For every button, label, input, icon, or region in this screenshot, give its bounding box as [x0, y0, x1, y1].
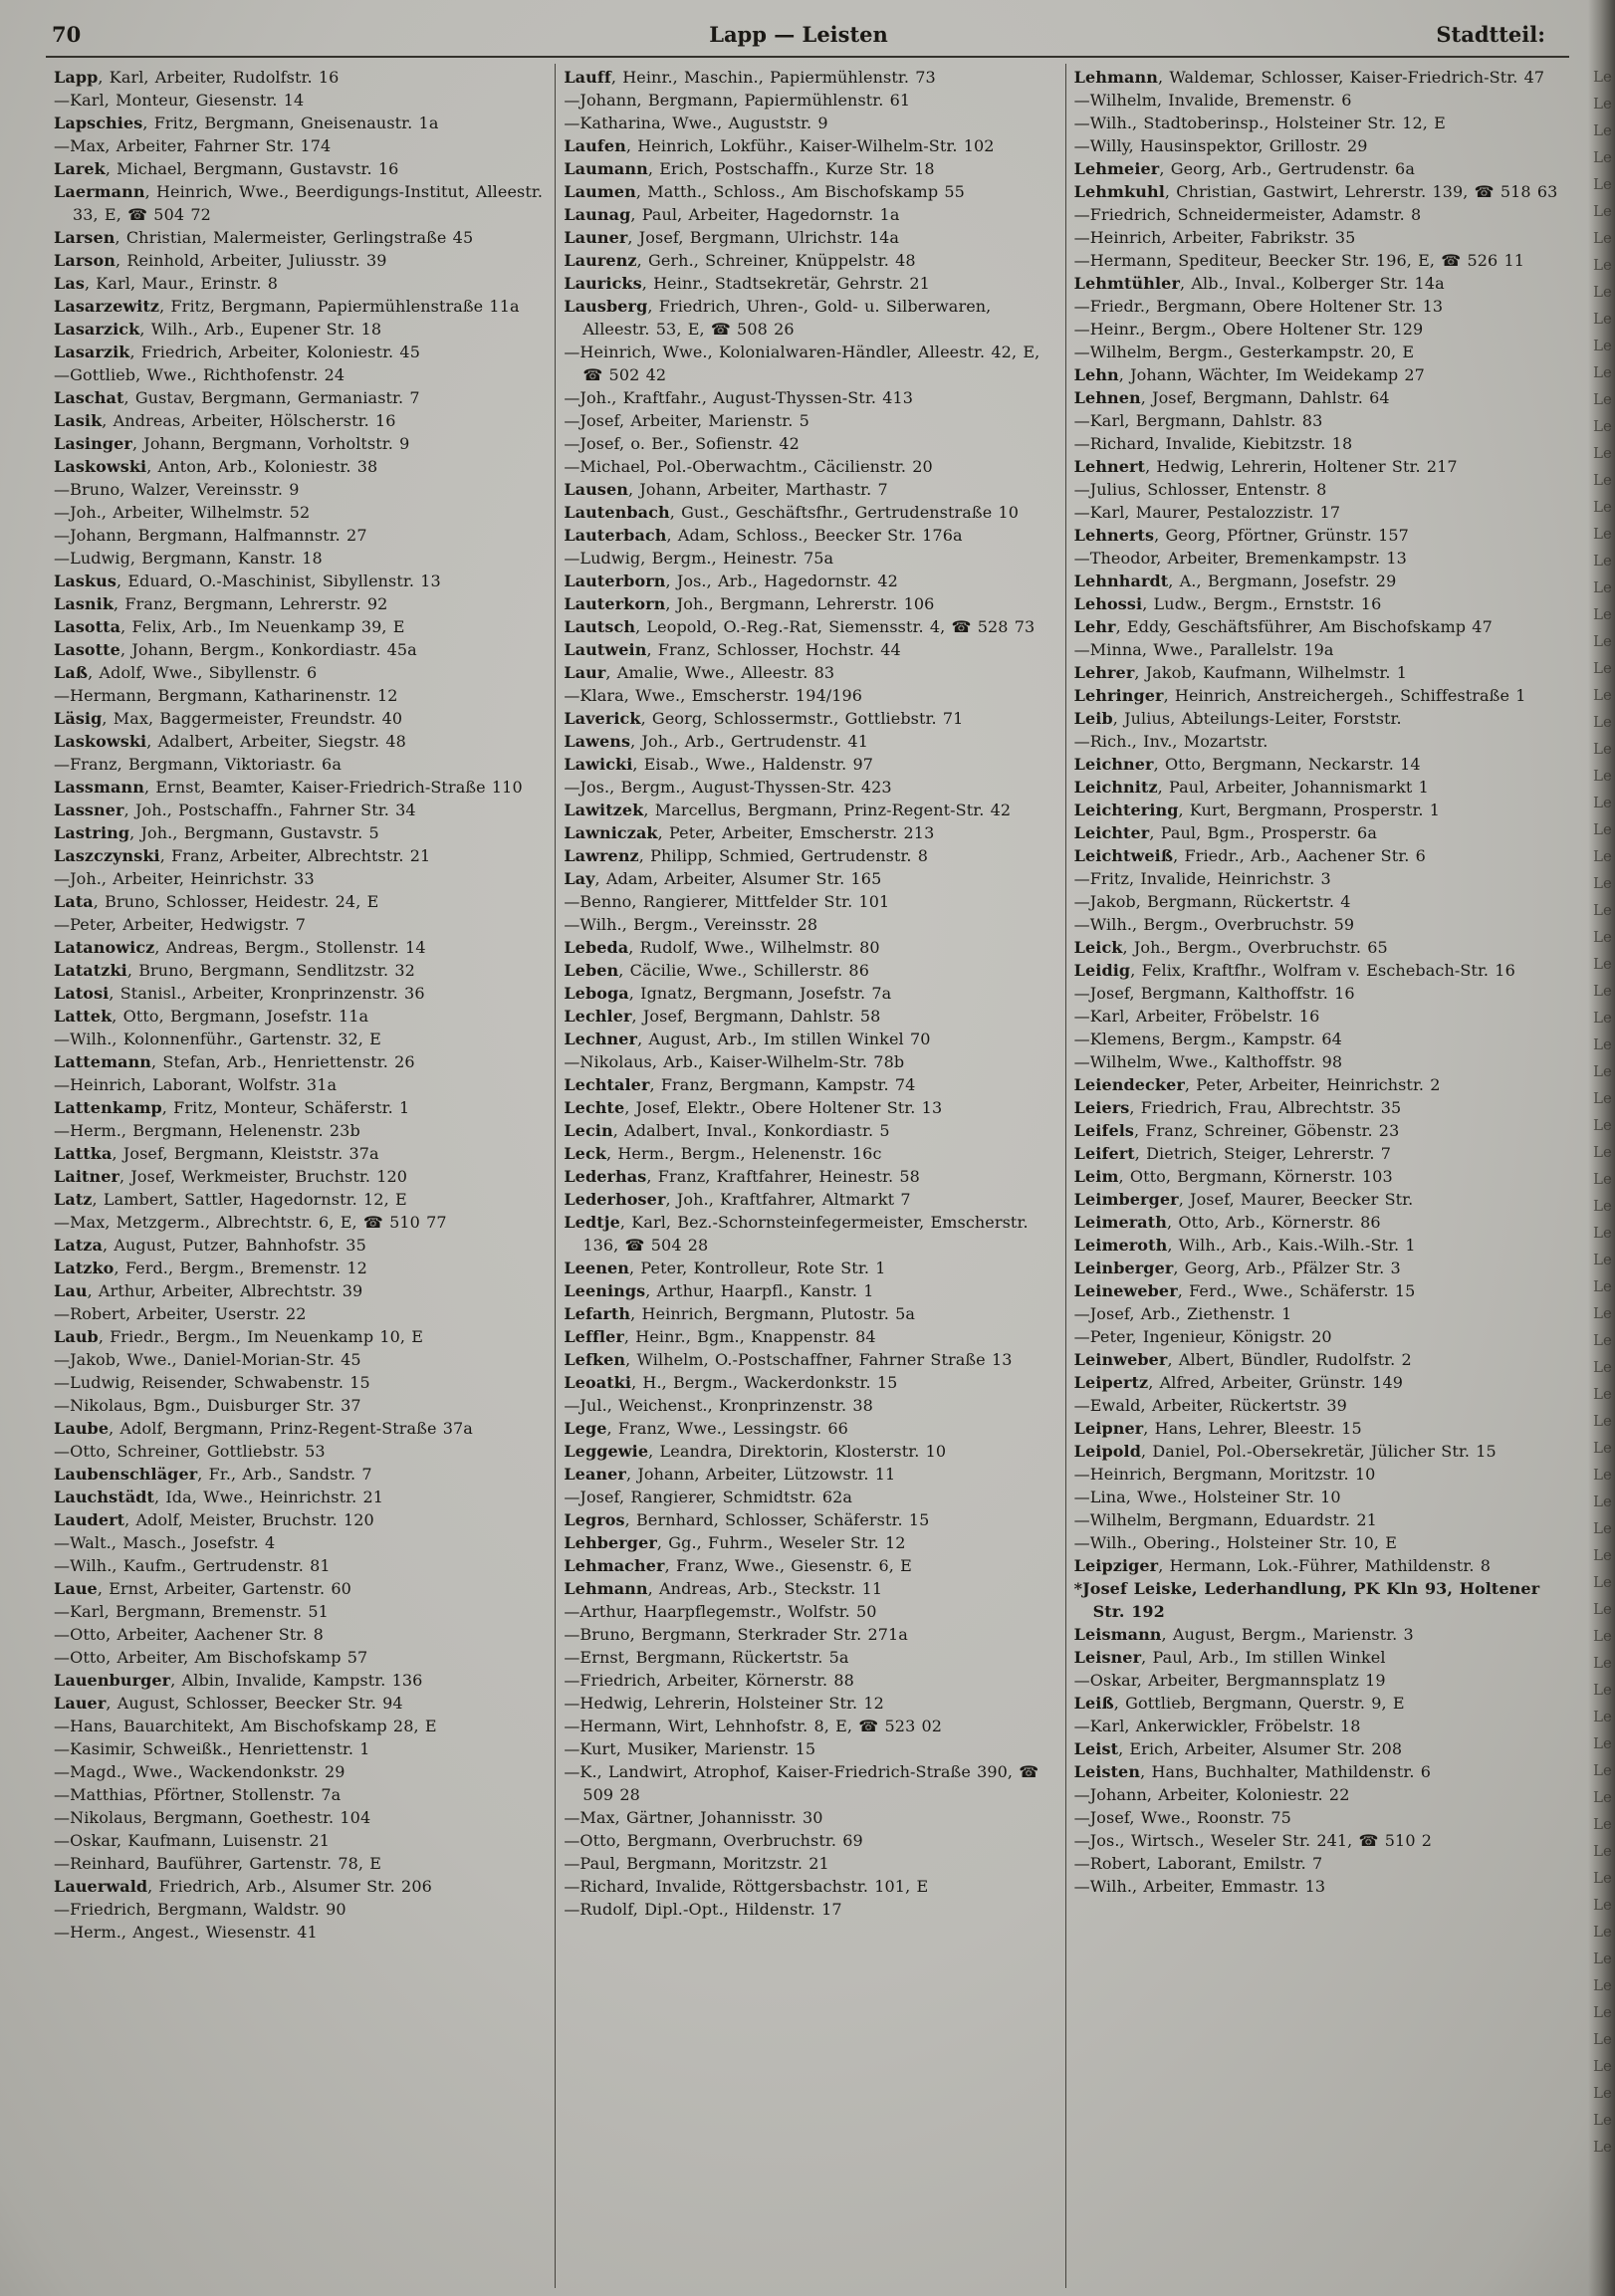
- directory-entry: —Jakob, Wwe., Daniel-Morian-Str. 45: [54, 1350, 361, 1369]
- directory-entry: Latz, Lambert, Sattler, Hagedornstr. 12, E: [54, 1190, 407, 1209]
- directory-entry: Leaner, Johann, Arbeiter, Lützowstr. 11: [564, 1465, 896, 1484]
- directory-entry: —Arthur, Haarpflegemstr., Wolfstr. 50: [564, 1602, 877, 1621]
- directory-entry: —Friedrich, Schneidermeister, Adamstr. 8: [1073, 205, 1422, 224]
- directory-entry: Lawniczak, Peter, Arbeiter, Emscherstr. 213: [564, 823, 935, 842]
- directory-entry: Leiß, Gottlieb, Bergmann, Querstr. 9, E: [1073, 1694, 1405, 1713]
- directory-entry: —Karl, Maurer, Pestalozzistr. 17: [1073, 503, 1341, 522]
- directory-entry: —Nikolaus, Bgm., Duisburger Str. 37: [54, 1396, 361, 1415]
- directory-entry: Lastring, Joh., Bergmann, Gustavstr. 5: [54, 823, 379, 842]
- directory-entry: Lassner, Joh., Postschaffn., Fahrner Str. 34: [54, 801, 416, 819]
- directory-entry: —Rudolf, Dipl.-Opt., Hildenstr. 17: [564, 1900, 842, 1919]
- directory-entry: Larson, Reinhold, Arbeiter, Juliusstr. 39: [54, 251, 387, 270]
- directory-entry: Lechtaler, Franz, Bergmann, Kampstr. 74: [564, 1075, 916, 1094]
- directory-entry: Leichter, Paul, Bgm., Prosperstr. 6a: [1073, 823, 1377, 842]
- directory-entry: —Friedrich, Arbeiter, Körnerstr. 88: [564, 1671, 854, 1690]
- directory-entry: Lay, Adam, Arbeiter, Alsumer Str. 165: [564, 869, 882, 888]
- directory-entry: —Herm., Bergmann, Helenenstr. 23b: [54, 1121, 360, 1140]
- directory-entry: Leib, Julius, Abteilungs-Leiter, Forststr.: [1073, 709, 1402, 728]
- directory-entry: —Jos., Wirtsch., Weseler Str. 241, ☎ 510 2: [1073, 1831, 1433, 1850]
- directory-entry: Lattenkamp, Fritz, Monteur, Schäferstr. 1: [54, 1098, 410, 1117]
- directory-entry: Leismann, August, Bergm., Marienstr. 3: [1073, 1625, 1414, 1644]
- directory-entry: Lausberg, Friedrich, Uhren-, Gold- u. Silberwaren, Alleestr. 53, E, ☎ 508 26: [564, 297, 992, 339]
- directory-entry: Lasinger, Johann, Bergmann, Vorholtstr. 9: [54, 434, 410, 453]
- directory-entry: Lehringer, Heinrich, Anstreichergeh., Schiffestraße 1: [1073, 686, 1526, 705]
- directory-entry: Lautwein, Franz, Schlosser, Hochstr. 44: [564, 640, 901, 659]
- directory-entry: —Otto, Bergmann, Overbruchstr. 69: [564, 1831, 863, 1850]
- directory-entry: Lausen, Johann, Arbeiter, Marthastr. 7: [564, 480, 888, 499]
- directory-entry: —Joh., Kraftfahr., August-Thyssen-Str. 413: [564, 388, 914, 407]
- directory-entry: —Robert, Arbeiter, Userstr. 22: [54, 1304, 307, 1323]
- directory-entry: Lauchstädt, Ida, Wwe., Heinrichstr. 21: [54, 1488, 384, 1506]
- directory-entry: Latosi, Stanisl., Arbeiter, Kronprinzenstr. 36: [54, 984, 425, 1003]
- directory-entry: Lau, Arthur, Arbeiter, Albrechtstr. 39: [54, 1281, 363, 1300]
- directory-entry: Latza, August, Putzer, Bahnhofstr. 35: [54, 1236, 366, 1255]
- directory-entry: —Theodor, Arbeiter, Bremenkampstr. 13: [1073, 549, 1407, 568]
- directory-entry: Laitner, Josef, Werkmeister, Bruchstr. 120: [54, 1167, 408, 1186]
- directory-entry: Laszczynski, Franz, Arbeiter, Albrechtstr. 21: [54, 846, 431, 865]
- directory-entry: —Johann, Arbeiter, Koloniestr. 22: [1073, 1785, 1350, 1804]
- directory-entry: —Friedrich, Bergmann, Waldstr. 90: [54, 1900, 346, 1919]
- directory-entry: Ledtje, Karl, Bez.-Schornsteinfegermeister, Emscherstr. 136, ☎ 504 28: [564, 1213, 1029, 1255]
- directory-entry: —Ludwig, Bergm., Heinestr. 75a: [564, 549, 834, 568]
- directory-entry: Lawens, Joh., Arb., Gertrudenstr. 41: [564, 732, 868, 751]
- directory-entry: *Josef Leiske, Lederhandlung, PK Kln 93, Holtener Str. 192: [1073, 1579, 1540, 1621]
- directory-entry: Larsen, Christian, Malermeister, Gerlingstraße 45: [54, 228, 474, 247]
- directory-entry: Laskowski, Anton, Arb., Koloniestr. 38: [54, 457, 378, 476]
- directory-entry: —Friedr., Bergmann, Obere Holtener Str. 13: [1073, 297, 1444, 316]
- directory-entry: Leist, Erich, Arbeiter, Alsumer Str. 208: [1073, 1739, 1403, 1758]
- directory-entry: Lehossi, Ludw., Bergm., Ernststr. 16: [1073, 594, 1382, 613]
- directory-entry: —Josef, Rangierer, Schmidtstr. 62a: [564, 1488, 853, 1506]
- directory-entry: —Oskar, Kaufmann, Luisenstr. 21: [54, 1831, 331, 1850]
- directory-entry: Lehmann, Waldemar, Schlosser, Kaiser-Friedrich-Str. 47: [1073, 68, 1545, 87]
- directory-entry: —Karl, Monteur, Giesenstr. 14: [54, 91, 305, 110]
- directory-entry: —Lina, Wwe., Holsteiner Str. 10: [1073, 1488, 1341, 1506]
- directory-entry: Launer, Josef, Bergmann, Ulrichstr. 14a: [564, 228, 899, 247]
- directory-entry: Lasarzewitz, Fritz, Bergmann, Papiermühlenstraße 11a: [54, 297, 520, 316]
- directory-entry: Leinweber, Albert, Bündler, Rudolfstr. 2: [1073, 1350, 1412, 1369]
- directory-entry: Lautsch, Leopold, O.-Reg.-Rat, Siemensstr. 4, ☎ 528 73: [564, 617, 1036, 636]
- directory-entry: —Klemens, Bergm., Kampstr. 64: [1073, 1030, 1342, 1048]
- directory-entry: Lege, Franz, Wwe., Lessingstr. 66: [564, 1419, 848, 1438]
- directory-entry: —Josef, Arbeiter, Marienstr. 5: [564, 411, 809, 430]
- directory-entry: Leidig, Felix, Kraftfhr., Wolfram v. Eschebach-Str. 16: [1073, 961, 1515, 980]
- directory-entry: —Wilh., Bergm., Overbruchstr. 59: [1073, 915, 1355, 934]
- directory-entry: Laermann, Heinrich, Wwe., Beerdigungs-Institut, Alleestr. 33, E, ☎ 504 72: [54, 182, 544, 224]
- directory-entry: Lehberger, Gg., Fuhrm., Weseler Str. 12: [564, 1533, 906, 1552]
- directory-entry: —Herm., Angest., Wiesenstr. 41: [54, 1923, 318, 1942]
- directory-entry: —Heinrich, Laborant, Wolfstr. 31a: [54, 1075, 338, 1094]
- directory-entry: Las, Karl, Maur., Erinstr. 8: [54, 274, 279, 293]
- directory-entry: —Wilh., Bergm., Vereinsstr. 28: [564, 915, 818, 934]
- directory-entry: Leben, Cäcilie, Wwe., Schillerstr. 86: [564, 961, 869, 980]
- directory-entry: —Wilhelm, Wwe., Kalthoffstr. 98: [1073, 1052, 1343, 1071]
- directory-entry: —Hermann, Bergmann, Katharinenstr. 12: [54, 686, 398, 705]
- directory-entry: —Josef, Bergmann, Kalthoffstr. 16: [1073, 984, 1355, 1003]
- directory-entry: —Minna, Wwe., Parallelstr. 19a: [1073, 640, 1334, 659]
- directory-entry: Lehmkuhl, Christian, Gastwirt, Lehrerstr. 139, ☎ 518 63: [1073, 182, 1558, 201]
- directory-entry: Laurenz, Gerh., Schreiner, Knüppelstr. 48: [564, 251, 916, 270]
- directory-entry: —Jakob, Bergmann, Rückertstr. 4: [1073, 892, 1351, 911]
- directory-entry: Lata, Bruno, Schlosser, Heidestr. 24, E: [54, 892, 379, 911]
- directory-entry: Leimeroth, Wilh., Arb., Kais.-Wilh.-Str. 1: [1073, 1236, 1416, 1255]
- directory-entry: —Heinrich, Arbeiter, Fabrikstr. 35: [1073, 228, 1356, 247]
- directory-entry: —Hedwig, Lehrerin, Holsteiner Str. 12: [564, 1694, 884, 1713]
- directory-entry: Lehnen, Josef, Bergmann, Dahlstr. 64: [1073, 388, 1390, 407]
- directory-entry: Lauterborn, Jos., Arb., Hagedornstr. 42: [564, 572, 898, 590]
- directory-entry: Laß, Adolf, Wwe., Sibyllenstr. 6: [54, 663, 318, 682]
- directory-entry: Leggewie, Leandra, Direktorin, Klosterstr. 10: [564, 1442, 947, 1461]
- directory-entry: —Wilh., Stadtoberinsp., Holsteiner Str. 12, E: [1073, 114, 1446, 132]
- directory-entry: Lattka, Josef, Bergmann, Kleiststr. 37a: [54, 1144, 379, 1163]
- directory-entry: Lauenburger, Albin, Invalide, Kampstr. 136: [54, 1671, 423, 1690]
- directory-entry: —Otto, Arbeiter, Aachener Str. 8: [54, 1625, 324, 1644]
- directory-entry: Lasarzik, Friedrich, Arbeiter, Koloniestr. 45: [54, 343, 420, 361]
- directory-entry: Larek, Michael, Bergmann, Gustavstr. 16: [54, 159, 399, 178]
- directory-entry: Lawrenz, Philipp, Schmied, Gertrudenstr. 8: [564, 846, 929, 865]
- directory-entry: Lehmacher, Franz, Wwe., Giesenstr. 6, E: [564, 1556, 912, 1575]
- directory-entry: Laur, Amalie, Wwe., Alleestr. 83: [564, 663, 835, 682]
- directory-entry: —Willy, Hausinspektor, Grillostr. 29: [1073, 136, 1368, 155]
- directory-entry: Laufen, Heinrich, Lokführ., Kaiser-Wilhelm-Str. 102: [564, 136, 995, 155]
- directory-entry: —Ernst, Bergmann, Rückertstr. 5a: [564, 1648, 849, 1667]
- directory-entry: —Wilhelm, Bergmann, Eduardstr. 21: [1073, 1510, 1377, 1529]
- directory-entry: —Gottlieb, Wwe., Richthofenstr. 24: [54, 365, 346, 384]
- directory-entry: Lasik, Andreas, Arbeiter, Hölscherstr. 16: [54, 411, 396, 430]
- directory-entry: Lassmann, Ernst, Beamter, Kaiser-Friedrich-Straße 110: [54, 778, 523, 797]
- directory-entry: —Otto, Schreiner, Gottliebstr. 53: [54, 1442, 326, 1461]
- directory-entry: —Hans, Bauarchitekt, Am Bischofskamp 28, E: [54, 1717, 437, 1735]
- directory-entry: Lehmeier, Georg, Arb., Gertrudenstr. 6a: [1073, 159, 1415, 178]
- directory-entry: Lasotte, Johann, Bergm., Konkordiastr. 45a: [54, 640, 417, 659]
- directory-entry: Leiers, Friedrich, Frau, Albrechtstr. 35: [1073, 1098, 1402, 1117]
- directory-entry: Laumen, Matth., Schloss., Am Bischofskamp 55: [564, 182, 965, 201]
- directory-entry: Lasarzick, Wilh., Arb., Eupener Str. 18: [54, 320, 382, 339]
- directory-entry: Lefarth, Heinrich, Bergmann, Plutostr. 5a: [564, 1304, 916, 1323]
- directory-entry: Launag, Paul, Arbeiter, Hagedornstr. 1a: [564, 205, 900, 224]
- page-header-right: Stadtteil:: [1436, 22, 1545, 47]
- directory-entry: Leipertz, Alfred, Arbeiter, Grünstr. 149: [1073, 1373, 1404, 1392]
- directory-entry: —Peter, Ingenieur, Königstr. 20: [1073, 1327, 1332, 1346]
- directory-entry: Laue, Ernst, Arbeiter, Gartenstr. 60: [54, 1579, 351, 1598]
- directory-entry: Leichtering, Kurt, Bergmann, Prosperstr. 1: [1073, 801, 1441, 819]
- directory-entry: Legros, Bernhard, Schlosser, Schäferstr. 15: [564, 1510, 930, 1529]
- directory-entry: —Franz, Bergmann, Viktoriastr. 6a: [54, 755, 342, 774]
- directory-entry: Leichner, Otto, Bergmann, Neckarstr. 14: [1073, 755, 1421, 774]
- directory-entry: Laschat, Gustav, Bergmann, Germaniastr. 7: [54, 388, 420, 407]
- directory-entry: —Jos., Bergm., August-Thyssen-Str. 423: [564, 778, 892, 797]
- directory-entry: —Johann, Bergmann, Papiermühlenstr. 61: [564, 91, 911, 110]
- directory-entry: —Karl, Bergmann, Dahlstr. 83: [1073, 411, 1323, 430]
- directory-entry: Laumann, Erich, Postschaffn., Kurze Str. 18: [564, 159, 935, 178]
- directory-entry: —Wilhelm, Invalide, Bremenstr. 6: [1073, 91, 1352, 110]
- directory-entry: Lasnik, Franz, Bergmann, Lehrerstr. 92: [54, 594, 388, 613]
- directory-entry: —Karl, Bergmann, Bremenstr. 51: [54, 1602, 329, 1621]
- directory-entry: —Joh., Arbeiter, Heinrichstr. 33: [54, 869, 315, 888]
- directory-entry: Lattek, Otto, Bergmann, Josefstr. 11a: [54, 1007, 369, 1026]
- directory-entry: Lebeda, Rudolf, Wwe., Wilhelmstr. 80: [564, 938, 880, 957]
- directory-entry: —Katharina, Wwe., Auguststr. 9: [564, 114, 828, 132]
- directory-entry: Lawitzek, Marcellus, Bergmann, Prinz-Regent-Str. 42: [564, 801, 1012, 819]
- directory-column-1: [46, 64, 555, 2288]
- directory-entry: —K., Landwirt, Atrophof, Kaiser-Friedrich-Straße 390, ☎ 509 28: [564, 1762, 1039, 1804]
- directory-entry: Latatzki, Bruno, Bergmann, Sendlitzstr. 32: [54, 961, 415, 980]
- directory-entry: —Paul, Bergmann, Moritzstr. 21: [564, 1854, 829, 1873]
- directory-entry: Lauff, Heinr., Maschin., Papiermühlenstr. 73: [564, 68, 936, 87]
- directory-entry: Lehr, Eddy, Geschäftsführer, Am Bischofskamp 47: [1073, 617, 1493, 636]
- directory-entry: —Bruno, Bergmann, Sterkrader Str. 271a: [564, 1625, 908, 1644]
- directory-entry: Leisner, Paul, Arb., Im stillen Winkel: [1073, 1648, 1386, 1667]
- directory-entry: Lehmann, Andreas, Arb., Steckstr. 11: [564, 1579, 883, 1598]
- directory-entry: Laubenschläger, Fr., Arb., Sandstr. 7: [54, 1465, 372, 1484]
- directory-entry: —Ewald, Arbeiter, Rückertstr. 39: [1073, 1396, 1347, 1415]
- directory-entry: Leipner, Hans, Lehrer, Bleestr. 15: [1073, 1419, 1362, 1438]
- directory-entry: —Wilh., Obering., Holsteiner Str. 10, E: [1073, 1533, 1398, 1552]
- directory-column-2: [555, 64, 1064, 2288]
- directory-entry: Leipziger, Hermann, Lok.-Führer, Mathildenstr. 8: [1073, 1556, 1491, 1575]
- directory-entry: Leffler, Heinr., Bgm., Knappenstr. 84: [564, 1327, 876, 1346]
- directory-entry: Laudert, Adolf, Meister, Bruchstr. 120: [54, 1510, 374, 1529]
- directory-entry: Leichtweiß, Friedr., Arb., Aachener Str. 6: [1073, 846, 1426, 865]
- directory-entry: Leimberger, Josef, Maurer, Beecker Str.: [1073, 1190, 1414, 1209]
- directory-entry: —Ludwig, Reisender, Schwabenstr. 15: [54, 1373, 370, 1392]
- directory-entry: Leiendecker, Peter, Arbeiter, Heinrichstr. 2: [1073, 1075, 1441, 1094]
- directory-entry: Laube, Adolf, Bergmann, Prinz-Regent-Straße 37a: [54, 1419, 473, 1438]
- directory-entry: —Heinrich, Bergmann, Moritzstr. 10: [1073, 1465, 1376, 1484]
- directory-entry: —Kasimir, Schweißk., Henriettenstr. 1: [54, 1739, 370, 1758]
- directory-entry: Laub, Friedr., Bergm., Im Neuenkamp 10, E: [54, 1327, 424, 1346]
- directory-entry: Lehnhardt, A., Bergmann, Josefstr. 29: [1073, 572, 1397, 590]
- directory-entry: Lederhoser, Joh., Kraftfahrer, Altmarkt 7: [564, 1190, 911, 1209]
- directory-entry: —Hermann, Spediteur, Beecker Str. 196, E, ☎ 526 11: [1073, 251, 1525, 270]
- directory-entry: Lapschies, Fritz, Bergmann, Gneisenaustr. 1a: [54, 114, 439, 132]
- directory-entry: Lechner, August, Arb., Im stillen Winkel 70: [564, 1030, 931, 1048]
- directory-entry: Leipold, Daniel, Pol.-Obersekretär, Jülicher Str. 15: [1073, 1442, 1497, 1461]
- directory-entry: Leim, Otto, Bergmann, Körnerstr. 103: [1073, 1167, 1393, 1186]
- directory-column-3: [1065, 64, 1575, 2288]
- directory-entry: Leifels, Franz, Schreiner, Göbenstr. 23: [1073, 1121, 1400, 1140]
- directory-entry: —Jul., Weichenst., Kronprinzenstr. 38: [564, 1396, 873, 1415]
- directory-entry: Leick, Joh., Bergm., Overbruchstr. 65: [1073, 938, 1388, 957]
- directory-entry: —Ludwig, Bergmann, Kanstr. 18: [54, 549, 323, 568]
- directory-entry: —Richard, Invalide, Kiebitzstr. 18: [1073, 434, 1353, 453]
- directory-entry: Leboga, Ignatz, Bergmann, Josefstr. 7a: [564, 984, 892, 1003]
- page-header-title: Lapp — Leisten: [709, 22, 888, 47]
- directory-entry: Lauterkorn, Joh., Bergmann, Lehrerstr. 106: [564, 594, 935, 613]
- directory-entry: —Max, Arbeiter, Fahrner Str. 174: [54, 136, 332, 155]
- directory-entry: Lauer, August, Schlosser, Beecker Str. 94: [54, 1694, 403, 1713]
- directory-entry: Läsig, Max, Baggermeister, Freundstr. 40: [54, 709, 403, 728]
- directory-entry: —Otto, Arbeiter, Am Bischofskamp 57: [54, 1648, 368, 1667]
- directory-entry: Leisten, Hans, Buchhalter, Mathildenstr. 6: [1073, 1762, 1431, 1781]
- page-header: [52, 22, 1545, 47]
- directory-entry: —Wilh., Arbeiter, Emmastr. 13: [1073, 1877, 1326, 1896]
- directory-entry: —Josef, Wwe., Roonstr. 75: [1073, 1808, 1291, 1827]
- directory-entry: —Rich., Inv., Mozartstr.: [1073, 732, 1269, 751]
- directory-entry: —Julius, Schlosser, Entenstr. 8: [1073, 480, 1327, 499]
- directory-entry: —Walt., Masch., Josefstr. 4: [54, 1533, 276, 1552]
- directory-entry: —Peter, Arbeiter, Hedwigstr. 7: [54, 915, 307, 934]
- directory-entry: Lautenbach, Gust., Geschäftsfhr., Gertrudenstraße 10: [564, 503, 1020, 522]
- directory-entry: —Reinhard, Bauführer, Gartenstr. 78, E: [54, 1854, 382, 1873]
- directory-entry: —Fritz, Invalide, Heinrichstr. 3: [1073, 869, 1331, 888]
- directory-entry: Lehnert, Hedwig, Lehrerin, Holtener Str. 217: [1073, 457, 1458, 476]
- directory-entry: —Karl, Arbeiter, Fröbelstr. 16: [1073, 1007, 1320, 1026]
- directory-entry: —Matthias, Pförtner, Stollenstr. 7a: [54, 1785, 342, 1804]
- directory-entry: Leimerath, Otto, Arb., Körnerstr. 86: [1073, 1213, 1381, 1232]
- directory-entry: Lawicki, Eisab., Wwe., Haldenstr. 97: [564, 755, 874, 774]
- directory-entry: Leifert, Dietrich, Steiger, Lehrerstr. 7: [1073, 1144, 1392, 1163]
- directory-entry: Lauerwald, Friedrich, Arb., Alsumer Str. 206: [54, 1877, 432, 1896]
- directory-entry: Leenen, Peter, Kontrolleur, Rote Str. 1: [564, 1259, 886, 1277]
- page-number: 70: [52, 22, 82, 47]
- directory-entry: —Oskar, Arbeiter, Bergmannsplatz 19: [1073, 1671, 1386, 1690]
- directory-entry: —Nikolaus, Bergmann, Goethestr. 104: [54, 1808, 371, 1827]
- directory-entry: Lehmtühler, Alb., Inval., Kolberger Str. 14a: [1073, 274, 1445, 293]
- directory-entry: —Wilh., Kolonnenführ., Gartenstr. 32, E: [54, 1030, 381, 1048]
- directory-entry: —Josef, Arb., Ziethenstr. 1: [1073, 1304, 1292, 1323]
- directory-entry: —Kurt, Musiker, Marienstr. 15: [564, 1739, 816, 1758]
- directory-entry: —Bruno, Walzer, Vereinsstr. 9: [54, 480, 300, 499]
- directory-entry: Lapp, Karl, Arbeiter, Rudolfstr. 16: [54, 68, 340, 87]
- directory-entry: Laskowski, Adalbert, Arbeiter, Siegstr. 48: [54, 732, 406, 751]
- directory-entry: Lauricks, Heinr., Stadtsekretär, Gehrstr. 21: [564, 274, 930, 293]
- directory-entry: —Wilhelm, Bergm., Gesterkampstr. 20, E: [1073, 343, 1415, 361]
- directory-entry: Laskus, Eduard, O.-Maschinist, Sibyllenstr. 13: [54, 572, 441, 590]
- directory-entry: —Robert, Laborant, Emilstr. 7: [1073, 1854, 1323, 1873]
- directory-entry: Lechte, Josef, Elektr., Obere Holtener Str. 13: [564, 1098, 943, 1117]
- directory-entry: Latzko, Ferd., Bergm., Bremenstr. 12: [54, 1259, 367, 1277]
- directory-entry: —Hermann, Wirt, Lehnhofstr. 8, E, ☎ 523 02: [564, 1717, 943, 1735]
- directory-entry: Lederhas, Franz, Kraftfahrer, Heinestr. 58: [564, 1167, 920, 1186]
- directory-entry: Leenings, Arthur, Haarpfl., Kanstr. 1: [564, 1281, 874, 1300]
- directory-entry: Lefken, Wilhelm, O.-Postschaffner, Fahrner Straße 13: [564, 1350, 1013, 1369]
- page-edge: Le Le Le Le Le Le Le Le Le Le Le Le Le Le Le Le Le Le Le Le Le Le Le Le Le Le Le Le Le Le Le Le Le Le Le Le Le Le Le Le Le Le Le Le Le Le Le Le Le Le Le Le Le Le Le Le Le Le Le Le Le Le Le Le Le Le Le Le Le Le Le Le Le Le Le Le Le Le: [1588, 0, 1615, 2296]
- directory-entry: —Wilh., Kaufm., Gertrudenstr. 81: [54, 1556, 331, 1575]
- header-rule: [46, 56, 1569, 58]
- directory-entry: —Michael, Pol.-Oberwachtm., Cäcilienstr. 20: [564, 457, 933, 476]
- directory-entry: Lehn, Johann, Wächter, Im Weidekamp 27: [1073, 365, 1425, 384]
- directory-entry: Leichnitz, Paul, Arbeiter, Johannismarkt 1: [1073, 778, 1429, 797]
- directory-entry: Lauterbach, Adam, Schloss., Beecker Str. 176a: [564, 526, 963, 545]
- directory-entry: —Joh., Arbeiter, Wilhelmstr. 52: [54, 503, 311, 522]
- directory-entry: —Richard, Invalide, Röttgersbachstr. 101, E: [564, 1877, 929, 1896]
- directory-entry: —Johann, Bergmann, Halfmannstr. 27: [54, 526, 367, 545]
- directory-entry: Lehnerts, Georg, Pförtner, Grünstr. 157: [1073, 526, 1409, 545]
- directory-entry: —Heinrich, Wwe., Kolonialwaren-Händler, Alleestr. 42, E, ☎ 502 42: [564, 343, 1040, 384]
- directory-entry: —Josef, o. Ber., Sofienstr. 42: [564, 434, 800, 453]
- directory-entry: —Magd., Wwe., Wackendonkstr. 29: [54, 1762, 346, 1781]
- directory-entry: Lehrer, Jakob, Kaufmann, Wilhelmstr. 1: [1073, 663, 1407, 682]
- directory-entry: Leineweber, Ferd., Wwe., Schäferstr. 15: [1073, 1281, 1416, 1300]
- directory-entry: Lattemann, Stefan, Arb., Henriettenstr. 26: [54, 1052, 415, 1071]
- directory-entry: —Heinr., Bergm., Obere Holtener Str. 129: [1073, 320, 1424, 339]
- directory-entry: Leoatki, H., Bergm., Wackerdonkstr. 15: [564, 1373, 898, 1392]
- directory-entry: Latanowicz, Andreas, Bergm., Stollenstr. 14: [54, 938, 426, 957]
- directory-entry: Leck, Herm., Bergm., Helenenstr. 16c: [564, 1144, 882, 1163]
- directory-columns: [46, 64, 1575, 2288]
- directory-entry: —Karl, Ankerwickler, Fröbelstr. 18: [1073, 1717, 1361, 1735]
- directory-entry: —Max, Gärtner, Johannisstr. 30: [564, 1808, 823, 1827]
- directory-entry: Lecin, Adalbert, Inval., Konkordiastr. 5: [564, 1121, 890, 1140]
- directory-entry: —Klara, Wwe., Emscherstr. 194/196: [564, 686, 863, 705]
- directory-entry: —Nikolaus, Arb., Kaiser-Wilhelm-Str. 78b: [564, 1052, 905, 1071]
- directory-entry: Leinberger, Georg, Arb., Pfälzer Str. 3: [1073, 1259, 1401, 1277]
- directory-entry: Laverick, Georg, Schlossermstr., Gottliebstr. 71: [564, 709, 964, 728]
- directory-entry: —Benno, Rangierer, Mittfelder Str. 101: [564, 892, 890, 911]
- directory-entry: Lechler, Josef, Bergmann, Dahlstr. 58: [564, 1007, 881, 1026]
- directory-entry: Lasotta, Felix, Arb., Im Neuenkamp 39, E: [54, 617, 405, 636]
- directory-entry: —Max, Metzgerm., Albrechtstr. 6, E, ☎ 510 77: [54, 1213, 447, 1232]
